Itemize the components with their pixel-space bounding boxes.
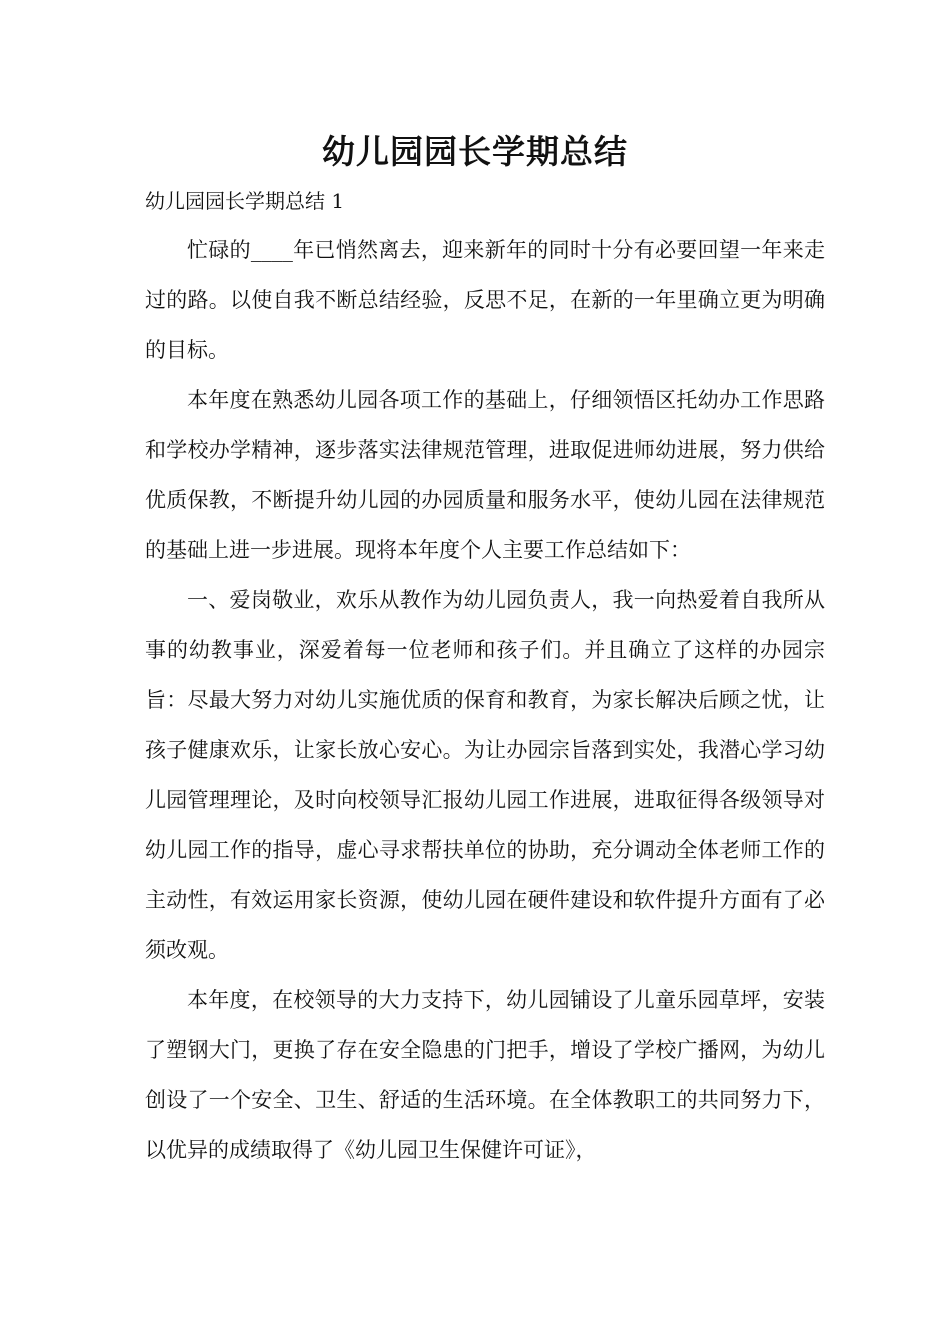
document-subtitle: 幼儿园园长学期总结 1 — [145, 189, 345, 213]
paragraph-facilities: 本年度，在校领导的大力支持下，幼儿园铺设了儿童乐园草坪，安装了塑钢大门，更换了存在安全隐患的门把手，增设了学校广播网，为幼儿创设了一个安全、卫生、舒适的生活环境。在全体教职工的共同努力下，以优异的成绩取得了《幼儿园卫生保健许可证》， — [145, 988, 825, 1162]
document-title: 幼儿园园长学期总结 — [322, 132, 628, 171]
paragraph-intro: 忙碌的____年已悄然离去，迎来新年的同时十分有必要回望一年来走过的路。以使自我不断总结经验，反思不足，在新的一年里确立更为明确的目标。 — [145, 238, 825, 362]
document-body — [145, 225, 825, 1175]
paragraph-overview: 本年度在熟悉幼儿园各项工作的基础上，仔细领悟区托幼办工作思路和学校办学精神，逐步落实法律规范管理，进取促进师幼进展，努力供给优质保教，不断提升幼儿园的办园质量和服务水平，使幼儿园在法律规范的基础上进一步进展。现将本年度个人主要工作总结如下： — [145, 388, 825, 562]
paragraph-section-one: 一、爱岗敬业，欢乐从教作为幼儿园负责人，我一向热爱着自我所从事的幼教事业，深爱着每一位老师和孩子们。并且确立了这样的办园宗旨：尽最大努力对幼儿实施优质的保育和教育，为家长解决后顾之忧，让孩子健康欢乐，让家长放心安心。为让办园宗旨落到实处，我潜心学习幼儿园管理理论，及时向校领导汇报幼儿园工作进展，进取征得各级领导对幼儿园工作的指导，虚心寻求帮扶单位的协助，充分调动全体老师工作的主动性，有效运用家长资源，使幼儿园在硬件建设和软件提升方面有了必须改观。 — [145, 588, 825, 962]
